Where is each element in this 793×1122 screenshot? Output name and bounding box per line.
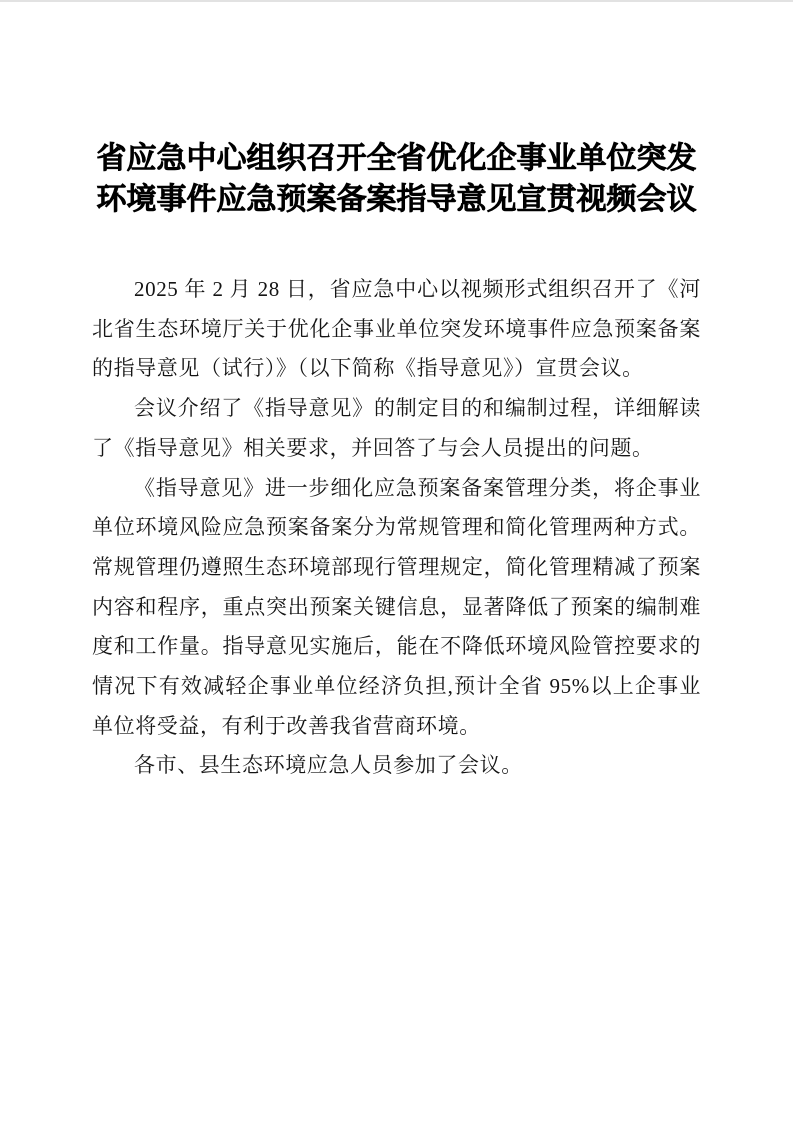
body-paragraph-3: 《指导意见》进一步细化应急预案备案管理分类，将企事业单位环境风险应急预案备案分为常规管理和简化管理两种方式。常规管理仍遵照生态环境部现行管理规定，简化管理精减了预案内容和程序，重点突出预案关键信息，显著降低了预案的编制难度和工作量。指导意见实施后，能在不降低环境风险管控要求的情况下有效减轻企事业单位经济负担,预计全省 95%以上企事业单位将受益，有利于改善我省营商环境。 [92,475,701,738]
document-title [0,138,793,220]
body-paragraph-4: 各市、县生态环境应急人员参加了会议。 [134,753,523,778]
page-top-scan-line [0,0,793,2]
body-paragraph-2: 会议介绍了《指导意见》的制定目的和编制过程，详细解读了《指导意见》相关要求，并回答了与会人员提出的问题。 [92,396,701,460]
document-body [92,270,701,786]
document-title-line-1: 省应急中心组织召开全省优化企事业单位突发 [96,142,697,175]
body-paragraph-1: 2025 年 2 月 28 日，省应急中心以视频形式组织召开了《河北省生态环境厅关于优化企事业单位突发环境事件应急预案备案的指导意见（试行）》（以下简称《指导意见》）宣贯会议。 [92,277,701,381]
document-title-line-2: 环境事件应急预案备案指导意见宣贯视频会议 [96,183,697,216]
